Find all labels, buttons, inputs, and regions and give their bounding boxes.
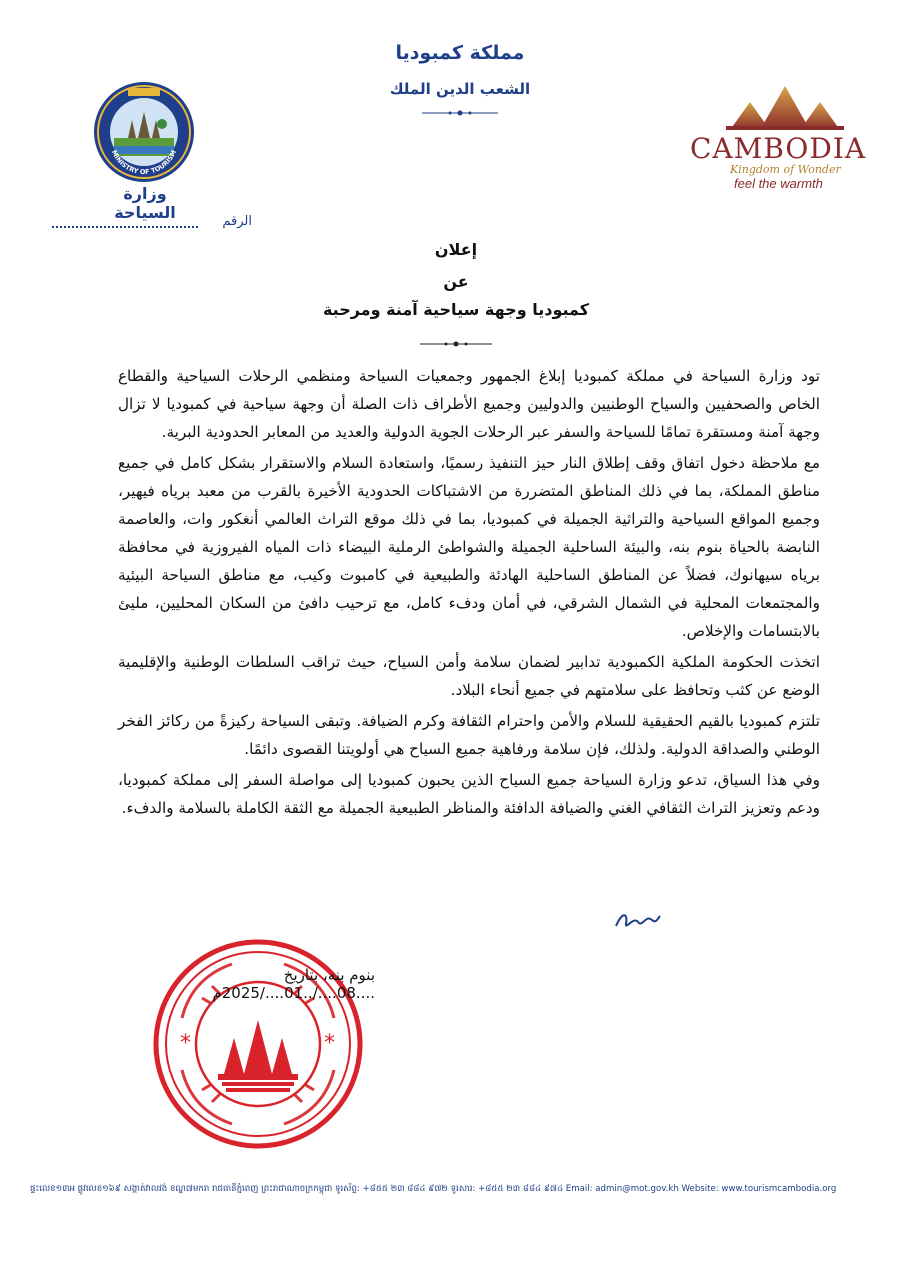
announcement-body: [118, 362, 820, 825]
body-paragraph-1: تود وزارة السياحة في مملكة كمبوديا إبلاغ الجمهور وجمعيات السياحة ومنظمي الرحلات السياحية والقطاع الخاص والصحفيين والسياح الوطنيين والدوليين وجميع الأطراف ذات الصلة أن وجهة سياحية في كمبوديا لا تزال وجهة آمنة ومستقرة تمامًا للسياحة والسفر عبر الرحلات الجوية الدولية والعديد من المعابر الحدودية البرية.: [118, 367, 820, 441]
cambodia-logo-tagline: Kingdom of Wonder: [730, 163, 841, 176]
ministry-name: وزارة السياحة: [114, 184, 176, 222]
national-motto: الشعب الدين الملك: [389, 80, 531, 98]
announcement-title-about: عن: [443, 272, 469, 291]
announcement-subject: كمبوديا وجهة سياحية آمنة ومرحبة: [322, 300, 590, 319]
svg-text:*: *: [180, 1031, 191, 1056]
cambodia-kingdom-of-wonder-logo: [690, 82, 880, 197]
kingdom-heading: مملكة كمبوديا: [395, 42, 525, 64]
place-and-date: بنوم بنه، بتاريخ ....08..../..01..../2025م: [212, 966, 375, 1002]
body-paragraph-3: اتخذت الحكومة الملكية الكمبودية تدابير لضمان سلامة وأمن السياح، حيث تراقب السلطات الوطنية والإقليمية الوضع عن كثب وتحافظ على سلامتهم في جميع أنحاء البلاد.: [118, 653, 820, 699]
svg-text:*: *: [324, 1031, 335, 1056]
signature-icon: [612, 908, 662, 934]
ministry-logo-text: MINISTRY OF TOURISM: [109, 148, 179, 177]
header-ornament-icon: [420, 108, 500, 118]
footer-contact-info: ផ្ទះលេខ១៣អ ផ្លូវលេខ១៦៩ សង្កាត់វាលវង់ ខណ្ឌ៧មករា រាជធានីភ្នំពេញ ព្រះរាជាណាចក្រកម្ពុជា ទូរស័ព្ទ: +៨៥៥ ២៣ ៨៨៤ ៩៧២ ទូរសារ: +៨៥៥ ២៣ ៨៨៤ ៩៧៤ Email: admin@mot.gov.kh Website: www.tourismcambodia.org: [30, 1184, 837, 1194]
announcement-title: إعلان: [434, 240, 478, 259]
cambodia-logo-slogan: feel the warmth: [734, 176, 823, 191]
body-paragraph-4: تلتزم كمبوديا بالقيم الحقيقية للسلام والأمن واحترام الثقافة وكرم الضيافة. وتبقى السياحة ركيزةً من ركائز الفخر الوطني والصداقة الدولية. ولذلك، فإن سلامة ورفاهية جميع السياح هي أولويتنا القصوى دائمًا.: [118, 712, 820, 758]
reference-number-label: الرقم: [222, 214, 252, 229]
ministry-of-tourism-logo: [92, 80, 196, 184]
body-paragraph-5: وفي هذا السياق، تدعو وزارة السياحة جميع السياح الذين يحبون كمبوديا إلى مواصلة السفر إلى مملكة كمبوديا، ودعم وتعزيز التراث الثقافي الغني والضيافة الدافئة والمناظر الطبيعية الجميلة مع الثقة الكاملة بالسلامة والدفء.: [118, 771, 820, 817]
cambodia-logo-name: CAMBODIA: [690, 132, 867, 165]
body-paragraph-2: مع ملاحظة دخول اتفاق وقف إطلاق النار حيز التنفيذ رسميًا، واستعادة السلام والاستقرار بشكل كامل في جميع مناطق المملكة، بما في ذلك المناطق المتضررة من الاشتباكات الحدودية الأخيرة بالقرب من معبد برياه فيهير، وجميع المواقع السياحية والتراثية الجميلة في كمبوديا، بما في ذلك موقع التراث العالمي أنغكور وات، والعاصمة النابضة بالحياة بنوم بنه، والبيئة الساحلية الجميلة والشواطئ الرملية البيضاء ذات المياه الفيروزية في محافظة برياه سيهانوك، فضلاً عن المناطق الساحلية الهادئة والطبيعية في كامبوت وكيب، مع مناطق السياحة البيئية والمجتمعات المحلية في الشمال الشرقي، في أمان ودفء كامل، مع ترحيب دافئ من السكان المحليين، مليئ بالابتسامات والإخلاص.: [118, 454, 820, 640]
angkor-temple-icon: [690, 82, 880, 132]
title-ornament-icon: [416, 338, 496, 350]
reference-number-field: [52, 226, 198, 228]
